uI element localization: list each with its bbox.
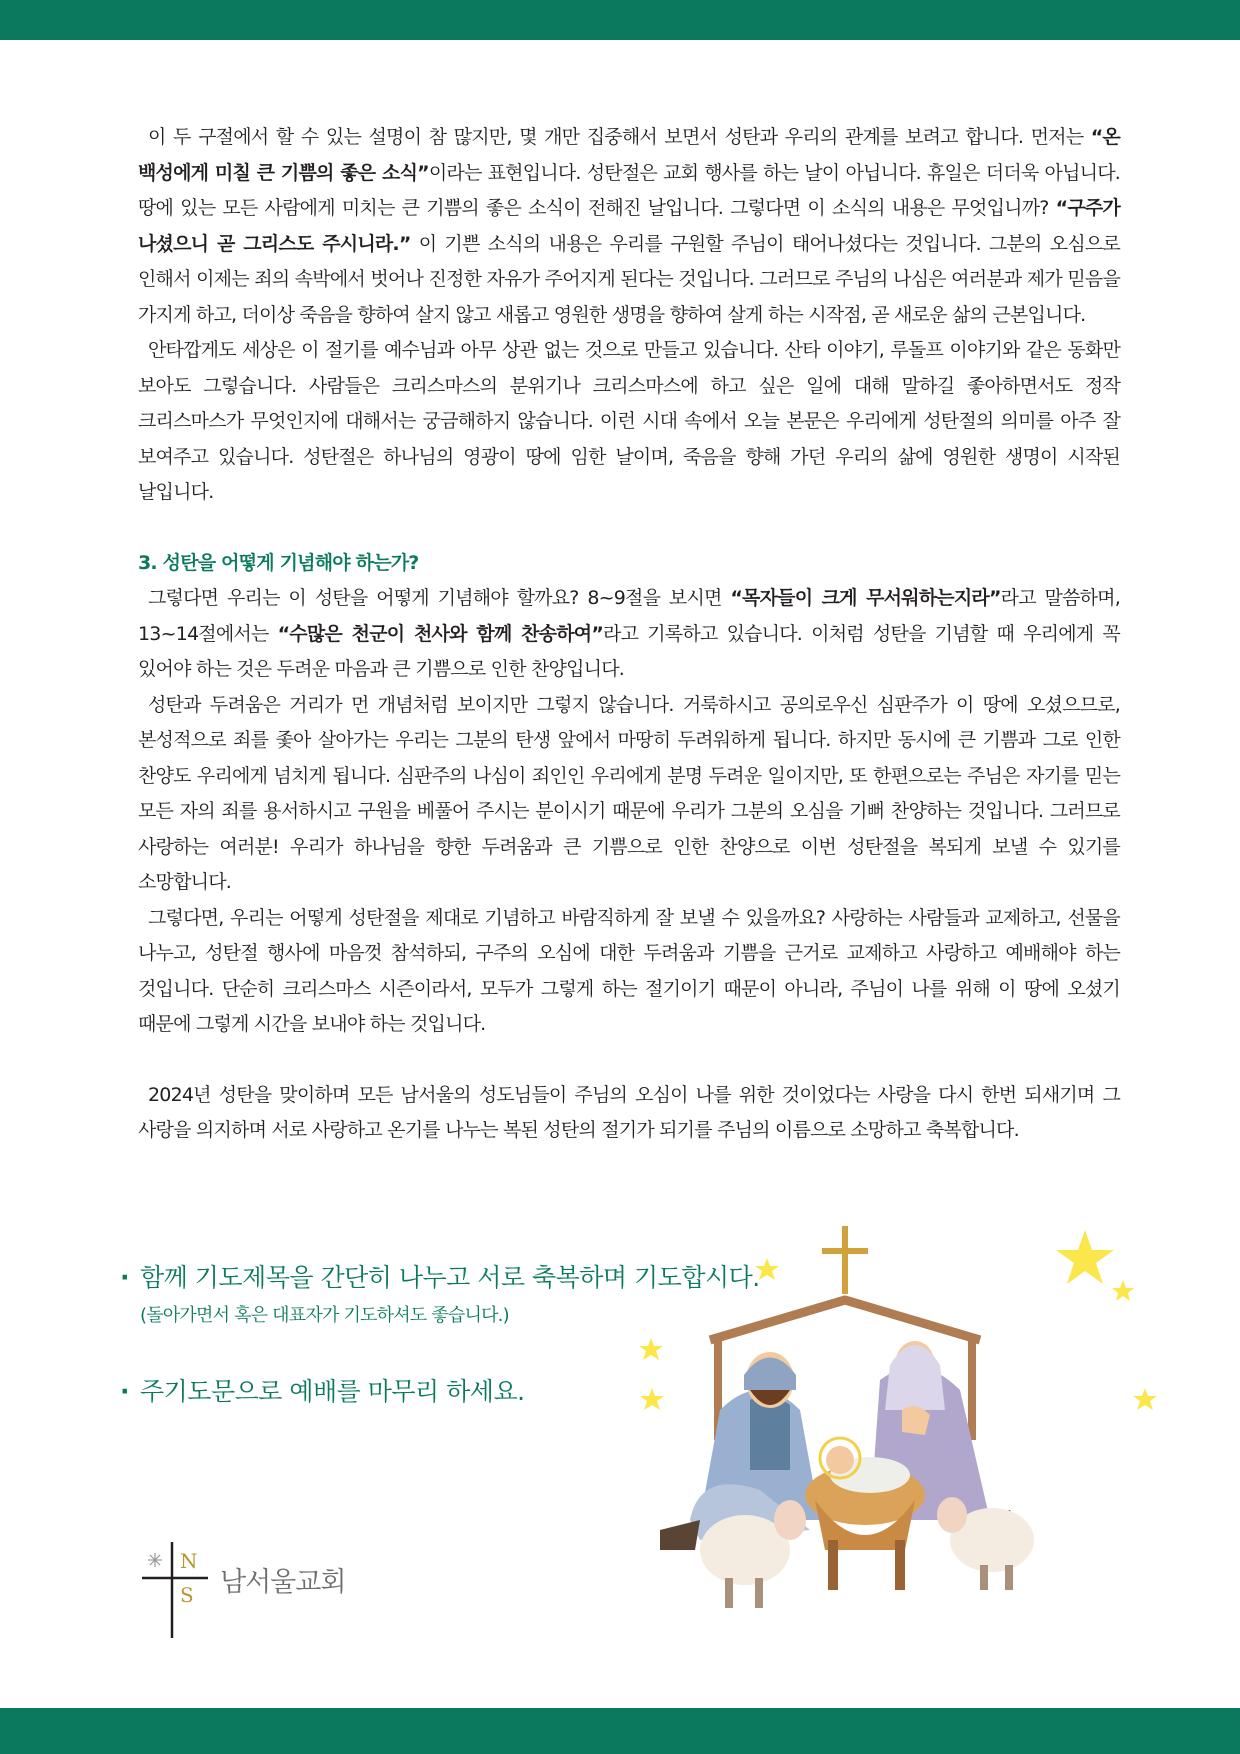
paragraph-4: 성탄과 두려움은 거리가 먼 개념처럼 보이지만 그렇지 않습니다. 거룩하시고 공의로우신 심판주가 이 땅에 오셨으므로, 본성적으로 죄를 좇아 살아가는 우리는 그분의 탄생 앞에서 마땅히 두려워하게 됩니다. 하지만 동시에 큰 기쁨과 그로 인한 찬양도 우리에게 넘치게 됩니다. 심판주의 나심이 죄인인 우리에게 분명 두려운 일이지만, 또 한편으로는 주님은 자기를 믿는 모든 자의 죄를 용서하시고 구원을 베풀어 주시는 분이시기 때문에 우리가 그분의 오심을 기뻐 찬양하는 것입니다. 그러므로 사랑하는 여러분! 우리가 하나님을 향한 두려움과 큰 기쁨으로 인한 찬양으로 이번 성탄절을 복되게 보낼 수 있기를 소망합니다. [138, 693, 1120, 893]
text: 이 두 구절에서 할 수 있는 설명이 참 많지만, 몇 개만 집중해서 보면서 성탄과 우리의 관계를 보려고 합니다. 먼저는 [148, 126, 1091, 148]
star-icon [640, 1338, 663, 1360]
paragraph-3 [138, 581, 1120, 688]
paragraph-2: 안타깝게도 세상은 이 절기를 예수님과 아무 상관 없는 것으로 만들고 있습니다. 산타 이야기, 루돌프 이야기와 같은 동화만 보아도 그렇습니다. 사람들은 크리스마스의 분위기나 크리스마스에 하고 싶은 일에 대해 말하길 좋아하면서도 정작 크리스마스가 무엇인지에 대해서는 궁금해하지 않습니다. 이런 시대 속에서 오늘 본문은 우리에게 성탄절의 의미를 아주 잘 보여주고 있습니다. 성탄절은 하나님의 영광이 땅에 임한 날이며, 죽음을 향해 가던 우리의 삶에 영원한 생명이 시작된 날입니다. [138, 339, 1120, 503]
quote-bold: “목자들이 크게 무서워하는지라” [730, 587, 1001, 609]
bullet-text: 주기도문으로 예배를 마무리 하세요. [140, 1377, 525, 1406]
bullet-dot: · [120, 1263, 129, 1292]
sheep-icon [937, 1497, 1034, 1590]
star-icon [755, 1258, 779, 1280]
text: 라고 말씀하며, 13~14절에서는 [138, 587, 1120, 645]
section-heading-3: 3. 성탄을 어떻게 기념해야 하는가? [138, 551, 419, 574]
text: 그렇다면 우리는 이 성탄을 어떻게 기념해야 할까요? 8~9절을 보시면 [148, 587, 731, 609]
paragraph-1 [138, 120, 1120, 333]
text: 이라는 표현입니다. 성탄절은 교회 행사를 하는 날이 아닙니다. 휴일은 더더욱 아닙니다. 땅에 있는 모든 사람에게 미치는 큰 기쁨의 좋은 소식이 전해진 날입니다. 그렇다면 이 소식의 내용은 무엇입니까? [138, 161, 1120, 219]
star-icon [1056, 1230, 1114, 1284]
quote-bold: “수많은 천군이 천사와 함께 찬송하여” [277, 622, 604, 645]
quote-bold: “구주가 나셨으니 곧 그리스도 주시니라.” [138, 197, 1120, 255]
article-body [138, 120, 1120, 1149]
paragraph-6: 2024년 성탄을 맞이하며 모든 남서울의 성도님들이 주님의 오심이 나를 위한 것이었다는 사랑을 다시 한번 되새기며 그 사랑을 의지하며 서로 사랑하고 온기를 나누는 복된 성탄의 절기가 되기를 주님의 이름으로 소망하고 축복합니다. [138, 1083, 1120, 1141]
church-name: 남서울교회 [220, 1567, 346, 1598]
star-icon [1133, 1388, 1157, 1410]
logo-letter-n: N [180, 1549, 198, 1573]
paragraph-5: 그렇다면, 우리는 어떻게 성탄절을 제대로 기념하고 바람직하게 잘 보낼 수 있을까요? 사랑하는 사람들과 교제하고, 선물을 나누고, 성탄절 행사에 마음껏 참석하되, 구주의 오심에 대한 두려움과 기쁨을 근거로 교제하고 사랑하고 예배해야 하는 것입니다. 단순히 크리스마스 시즌이라서, 모두가 그렇게 하는 절기이기 때문이 아니라, 주님이 나를 위해 이 땅에 오셨기 때문에 그렇게 시간을 보내야 하는 것입니다. [138, 906, 1120, 1035]
church-logo [138, 1540, 378, 1640]
text: 라고 기록하고 있습니다. 이처럼 성탄을 기념할 때 우리에게 꼭 있어야 하는 것은 두려운 마음과 큰 기쁨으로 인한 찬양입니다. [138, 622, 1120, 680]
bullet-subnote: (돌아가면서 혹은 대표자가 기도하셔도 좋습니다.) [140, 1305, 509, 1326]
cross-logo-icon [138, 1540, 218, 1640]
star-icon [1112, 1280, 1134, 1301]
bullet-dot: · [120, 1377, 129, 1406]
star-icon [640, 1388, 664, 1410]
quote-bold: “온 백성에게 미칠 큰 기쁨의 좋은 소식” [138, 126, 1120, 184]
header-bar [0, 0, 1240, 40]
text: 이 기쁜 소식의 내용은 우리를 구원할 주님이 태어나셨다는 것입니다. 그분의 오심으로 인해서 이제는 죄의 속박에서 벗어나 진정한 자유가 주어지게 된다는 것입니다. 그러므로 주님의 나심은 여러분과 제가 믿음을 가지게 하고, 더이상 죽음을 향하여 살지 않고 새롭고 영원한 생명을 향하여 살게 하는 시작점, 곧 새로운 삶의 근본입니다. [138, 232, 1120, 326]
cross-icon [822, 1226, 868, 1294]
bullet-text: 함께 기도제목을 간단히 나누고 서로 축복하며 기도합시다. [140, 1263, 760, 1292]
nativity-illustration [640, 1220, 1180, 1710]
logo-letter-s: S [180, 1583, 194, 1607]
footer-bar [0, 1708, 1240, 1754]
